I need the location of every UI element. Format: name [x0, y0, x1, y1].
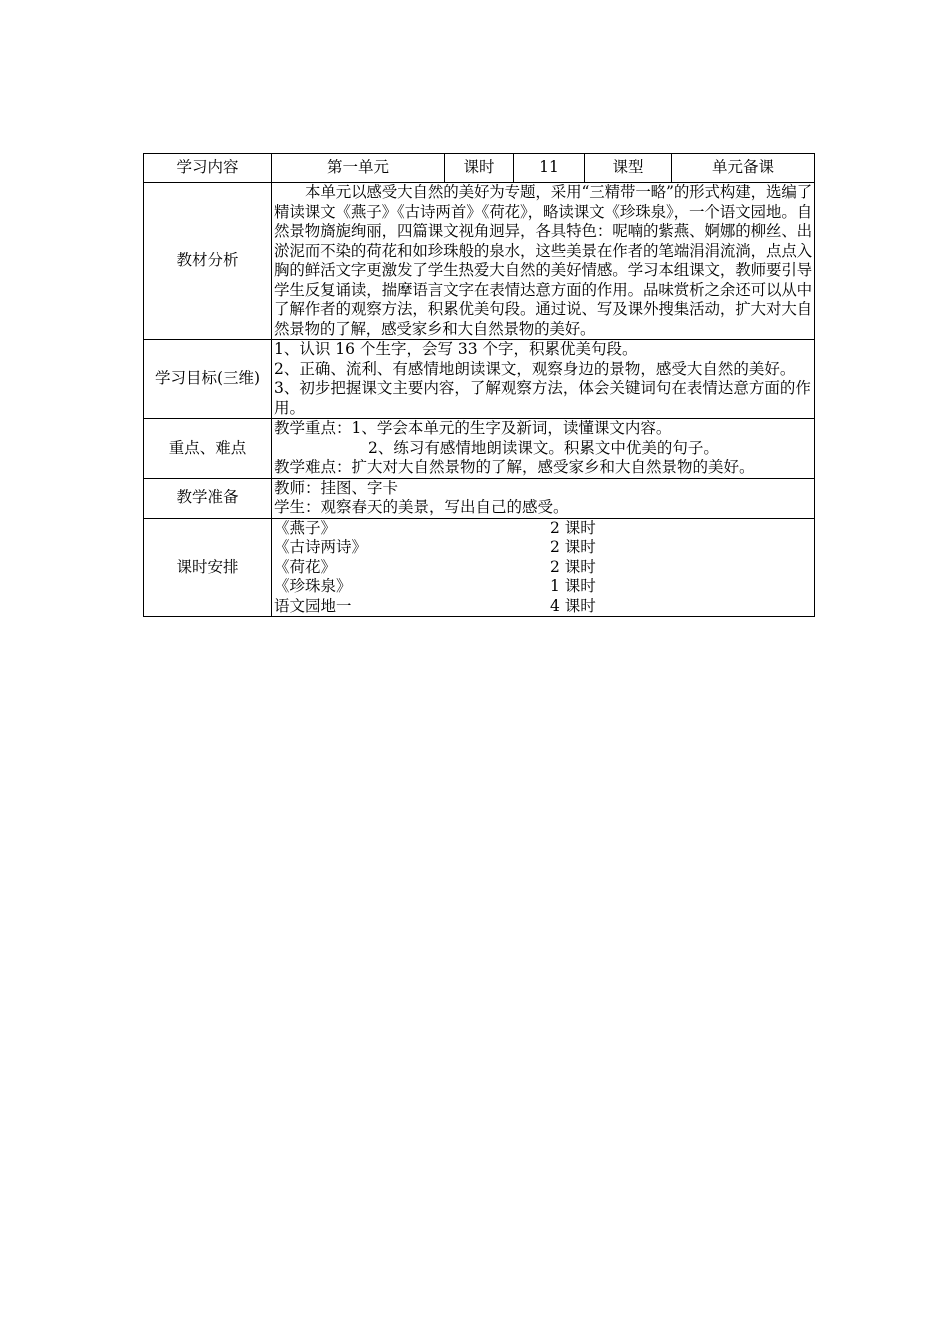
schedule-lesson: 《珍珠泉》	[274, 577, 352, 595]
material-analysis-text: 本单元以感受大自然的美好为专题，采用“三精带一略”的形式构建，选编了精读课文《燕子》《古诗两首》《荷花》，略读课文《珍珠泉》，一个语文园地。自然景物旖旎绚丽，四篇课文视角迥异，各具特色：呢喃的紫燕、婀娜的柳丝、出淤泥而不染的荷花和如珍珠般的泉水，这些美景在作者的笔端涓涓流淌，点点入胸的鲜活文字更激发了学生热爱大自然的美好情感。学习本组课文，教师要引导学生反复诵读，揣摩语言文字在表情达意方面的作用。品味赏析之余还可以从中了解作者的观察方法，积累优美句段。通过说、写及课外搜集活动，扩大对大自然景物的了解，感受家乡和大自然景物的美好。	[274, 183, 812, 338]
teaching-difficulty: 教学难点：扩大对大自然景物的了解，感受家乡和大自然景物的美好。	[274, 458, 755, 476]
schedule-item	[274, 577, 812, 597]
preparation-cell	[272, 478, 815, 518]
schedule-row	[144, 518, 815, 617]
schedule-hours: 2 课时	[550, 557, 596, 576]
goal-item: 3、初步把握课文主要内容，了解观察方法，体会关键词句在表情达意方面的作用。	[274, 379, 811, 417]
schedule-hours: 2 课时	[550, 538, 596, 556]
key-points-row	[144, 419, 815, 479]
teaching-focus-2: 2、练习有感情地朗读课文。积累文中优美的句子。	[368, 438, 719, 457]
schedule-item	[274, 597, 812, 617]
schedule-lesson: 《燕子》	[274, 518, 337, 537]
label-teaching-preparation: 教学准备	[144, 478, 272, 518]
unit-plan-table	[143, 153, 815, 617]
analysis-row	[144, 183, 815, 340]
student-preparation: 学生：观察春天的美景，写出自己的感受。	[274, 498, 569, 516]
label-lesson-type: 课型	[585, 154, 672, 183]
label-class-schedule: 课时安排	[144, 518, 272, 617]
label-learning-goals: 学习目标(三维)	[144, 340, 272, 419]
schedule-item	[274, 538, 812, 558]
schedule-hours: 2 课时	[550, 518, 596, 537]
label-learning-content: 学习内容	[144, 154, 272, 183]
unit-value: 第一单元	[272, 154, 445, 183]
class-hours-value: 11	[514, 154, 585, 183]
schedule-hours: 4 课时	[550, 596, 596, 615]
goal-item: 1、认识 16 个生字，会写 33 个字，积累优美句段。	[274, 340, 638, 358]
label-class-hours: 课时	[445, 154, 514, 183]
goals-row	[144, 340, 815, 419]
teaching-focus-1: 教学重点：1、学会本单元的生字及新词，读懂课文内容。	[274, 419, 672, 437]
header-row	[144, 154, 815, 183]
schedule-lesson: 《古诗两诗》	[274, 538, 368, 556]
lesson-type-value: 单元备课	[672, 154, 815, 183]
label-key-difficult-points: 重点、难点	[144, 419, 272, 479]
preparation-row	[144, 478, 815, 518]
key-points-cell	[272, 419, 815, 479]
learning-goals-cell	[272, 340, 815, 419]
schedule-lesson: 《荷花》	[274, 557, 337, 576]
schedule-cell	[272, 518, 815, 617]
schedule-hours: 1 课时	[550, 577, 596, 595]
schedule-item	[274, 558, 812, 578]
teacher-preparation: 教师：挂图、字卡	[274, 478, 399, 497]
schedule-item	[274, 519, 812, 539]
material-analysis-cell	[272, 183, 815, 340]
goal-item: 2、正确、流利、有感情地朗读课文，观察身边的景物，感受大自然的美好。	[274, 359, 796, 378]
label-material-analysis: 教材分析	[144, 183, 272, 340]
schedule-lesson: 语文园地一	[274, 596, 352, 615]
